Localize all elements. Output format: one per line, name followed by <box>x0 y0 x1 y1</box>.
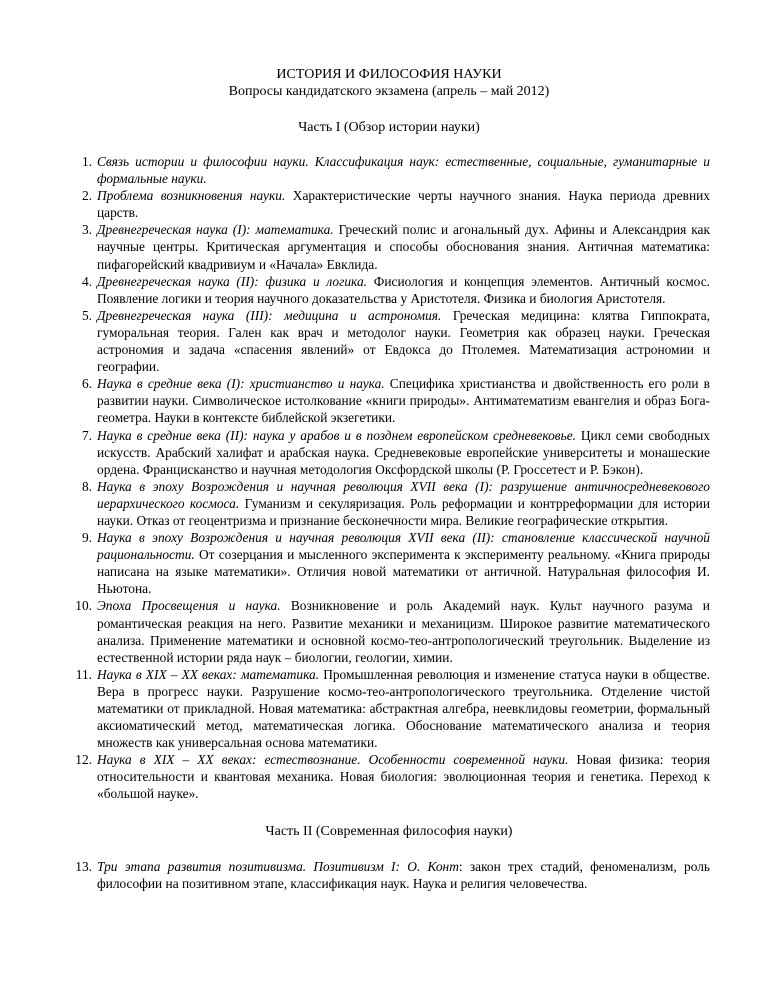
question-topic: Древнегреческая наука (III): медицина и астрономия. <box>97 307 442 323</box>
question-item <box>68 221 710 272</box>
question-text: Фисиология и концепция элементов. Античный космос. Появление логики и теория научного доказательства у Аристотеля. Физика и биология Аристотеля. <box>97 273 710 306</box>
question-text: Греческая медицина: клятва Гиппократа, гуморальная теория. Гален как врач и методолог науки. Геометрия как образец науки. Греческая астрономия и задача «спасения явлений» от Евдокса до Птолемея. Математизация астрономии и географии. <box>97 307 710 375</box>
question-item <box>68 751 710 802</box>
question-text: Цикл семи свободных искусств. Арабский халифат и арабская наука. Средневековые европейские университеты и монашеские ордена. Францисканство и научная методология Оксфордской школы (Р. Гроссетест и Р. Бэкон). <box>97 427 710 477</box>
question-number: 3. <box>81 222 92 238</box>
question-item <box>68 427 710 478</box>
question-text: Греческий полис и агональный дух. Афины и Александрия как научные центры. Критическая аргументация и способы обоснования знания. Античная математика: пифагорейский квадривиум и «Начала» Евклида. <box>97 222 711 272</box>
question-topic: Древнегреческая наука (II): физика и логика. <box>97 273 368 289</box>
question-topic: Три этапа развития позитивизма. Позитивизм I: О. Конт <box>97 858 459 874</box>
question-number: 8. <box>81 478 92 494</box>
question-number: 10. <box>75 598 92 614</box>
question-topic: Древнегреческая наука (I): математика. <box>97 222 334 238</box>
question-number: 7. <box>81 427 92 443</box>
question-topic: Наука в средние века (II): наука у арабов и в позднем европейском средневековье. <box>97 427 577 443</box>
question-item <box>68 597 710 665</box>
question-text: Гуманизм и секуляризация. Роль реформации и контрреформации для истории науки. Отказ от геоцентризма и признание бесконечности мира. Великие географические открытия. <box>97 495 710 528</box>
question-item <box>68 153 710 187</box>
question-text: От созерцания и мысленного эксперимента к эксперименту реальному. «Книга природы написана на языке математики». Отличия новой математики от античной. Натуральная философия И. Ньютона. <box>97 547 710 597</box>
question-topic: Проблема возникновения науки. <box>97 188 286 204</box>
question-text: Специфика христианства и двойственность его роли в развитии науки. Символическое истолкование «книги природы». Антиматематизм евангелия и образ Бога-геометра. Науки в контексте библейской экзегетики. <box>97 376 710 426</box>
question-item <box>68 666 710 751</box>
question-number: 2. <box>81 188 92 204</box>
question-text: : закон трех стадий, феноменализм, роль философии на позитивном этапе, классификация наук. Наука и религия человечества. <box>97 858 710 891</box>
part-1-question-list <box>68 153 710 803</box>
question-text: Промышленная революция и изменение статуса науки в обществе. Вера в прогресс науки. Разрушение космо-тео-антропологического треугольника. Отделение чистой математики от прикладной. Новая математика: абстрактная алгебра, неевклидовы геометрии, формальный аксиоматический метод, математическая логика. Обоснование математического анализа и теория множеств как универсальная основа математики. <box>97 666 710 751</box>
question-number: 9. <box>81 530 92 546</box>
question-topic: Наука в эпоху Возрождения и научная революция XVII века (II): становление классической научной рациональности. <box>97 530 710 563</box>
document-subtitle: Вопросы кандидатского экзамена (апрель – май 2012) <box>228 84 550 99</box>
question-item <box>68 307 710 375</box>
question-topic: Наука в XIX – XX веках: естествознание. Особенности современной науки. <box>97 752 569 768</box>
question-topic: Наука в средние века (I): христианство и наука. <box>97 376 385 392</box>
question-number: 4. <box>81 273 92 289</box>
question-topic: Связь истории и философии науки. Классификация наук: естественные, социальные, гуманитарные и формальные науки. <box>97 154 710 187</box>
part-2-question-list <box>68 858 710 892</box>
question-number: 5. <box>81 307 92 323</box>
question-number: 1. <box>81 154 92 169</box>
question-number: 11. <box>75 666 92 682</box>
question-item <box>68 187 710 221</box>
question-text: Характеристические черты научного знания. Наука периода древних царств. <box>97 188 710 221</box>
question-item <box>68 529 710 597</box>
question-text: Возникновение и роль Академий наук. Культ научного разума и романтическая реакция на него. Развитие механики и механицизм. Широкое развитие математического анализа. Применение математики и основной космо-тео-антропологический треугольник. Выделение из естественной истории ряда наук – биологии, геологии, химии. <box>97 598 710 665</box>
question-item <box>68 273 710 307</box>
question-topic: Эпоха Просвещения и наука. <box>97 598 281 614</box>
question-topic: Наука в XIX – XX веках: математика. <box>97 666 320 682</box>
part-1-heading: Часть I (Обзор истории науки) <box>298 120 480 135</box>
question-item <box>68 858 710 892</box>
question-item <box>68 478 710 529</box>
question-number: 13. <box>75 858 92 874</box>
part-2-heading: Часть II (Современная философия науки) <box>265 823 513 839</box>
question-number: 6. <box>81 376 92 392</box>
question-item <box>68 375 710 426</box>
question-topic: Наука в эпоху Возрождения и научная революция XVII века (I): разрушение античносредневекового иерархического космоса. <box>97 478 710 511</box>
document-title: ИСТОРИЯ И ФИЛОСОФИЯ НАУКИ <box>276 67 502 82</box>
question-number: 12. <box>75 752 92 768</box>
question-text: Новая физика: теория относительности и квантовая механика. Новая биология: эволюционная теория и генетика. Переход к «большой науке». <box>97 752 710 802</box>
